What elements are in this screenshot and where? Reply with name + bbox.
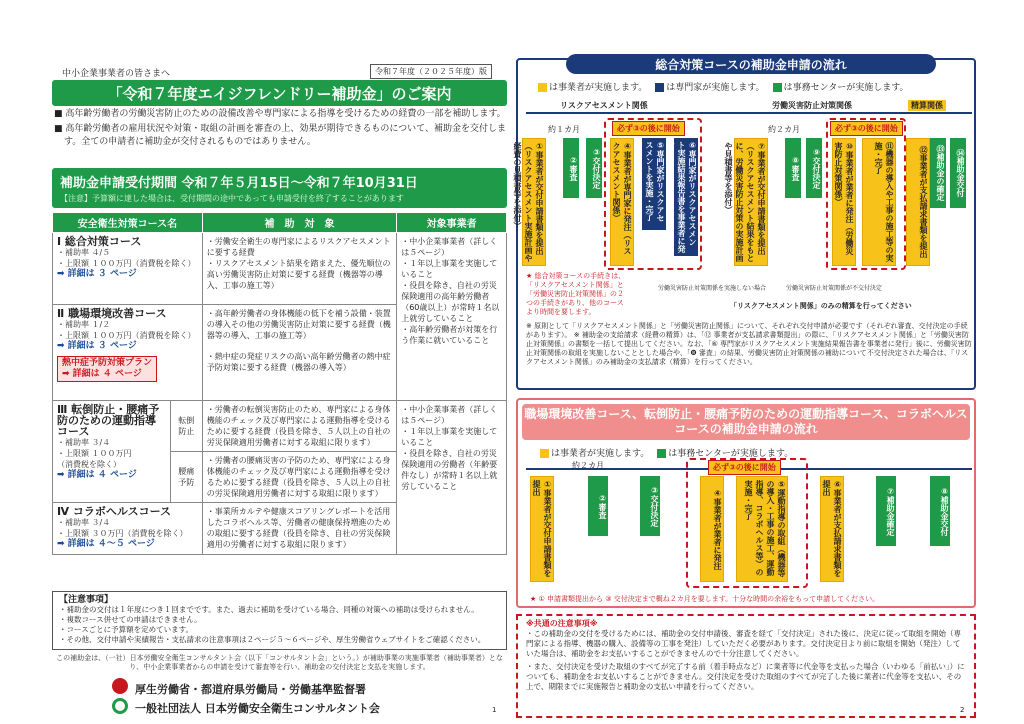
flow1-label-risk-only: 「リスクアセスメント関係」のみの精算を行ってください	[730, 302, 912, 310]
course-3-sub-back: 腰痛予防	[170, 452, 202, 503]
intro-line-2: ■ 高年齢労働者の雇用状況や対策・取組の計画を審査の上、効果が期待できるものについて、補助金を交付します。全ての申請者に補助金が交付されるものではありません。	[54, 124, 507, 147]
intro-line-1: ■ 高年齢労働者の労働災害防止のための設備改善や専門家による指導を受けるための経費の一部を補助します。	[54, 109, 506, 119]
heat-plan-badge	[57, 356, 157, 382]
green-swatch-icon	[773, 83, 782, 92]
green-swatch-icon	[657, 449, 666, 458]
notes-box	[52, 591, 507, 650]
flow1-red-note: ★ 総合対策コースの手続きは、「リスクアセスメント関係」と「労働災害防止対策関係」の２つの手続きがあり、他のコースより時間を要します。	[526, 272, 626, 316]
flow1-step-5: ⑤専門家がリスクアセスメントを実施・完了	[642, 138, 666, 230]
flow1-note: ※ 原則として「リスクアセスメント関係」と「労働災害防止関係」について、それぞれ交付申請が必要です（それぞれ審査、交付決定の手続があります）。 ※ 補助金の支給請求（経費の精算）は、「⑫ 事業者が支払請求書類提出」の際に、「リスクアセスメント関係」と「労働災害防止対策関係」の書類を一括して提出してください。なお、「⑥ 専門家がリスクアセスメント実施結果報告書を事業者に発行」後に、労働災害防止対策関係の取組を実施しないこととした場合や、「❽ 審査」の結果、労働災害防止対策関係の補助について不交付決定された場合は、「リスクアセスメント関係」のみ補助金の支払請求（精算）を行ってください。	[526, 322, 972, 366]
course-2-more-link[interactable]: ➡ 詳細は ３ ページ	[57, 341, 137, 351]
course-3-limit: ・上限額 １００万円	[57, 449, 132, 458]
course-3-sub-fall: 転倒防止	[170, 401, 202, 452]
heat-plan-label: 熱中症予防対策プラン	[62, 358, 153, 368]
eligible-b-3: ・役員を除き、自社の労災保険適用の労働者（年齢要件なし）が常時１名以上就労していること	[401, 449, 498, 491]
course-1	[53, 233, 203, 305]
flow1-span1: 約１カ月	[548, 125, 580, 134]
flow1-step-14: ⑭補助金交付	[950, 138, 966, 208]
association-name: 一般社団法人 日本労働安全衛生コンサルタント会	[135, 702, 380, 715]
ministry-name: 厚生労働省・都道府県労働局・労働基準監督署	[135, 683, 366, 696]
flow1-step-11: ⑪機器の導入や工事の施工等の実施・完了	[862, 138, 896, 266]
flow1-step-4: ④事業者が専門家に発注（リスクアセスメント関係）	[610, 138, 634, 266]
header-eligible: 対象事業者	[397, 213, 507, 233]
course-2-target-1: ・高年齢労働者の身体機能の低下を補う設備・装置の導入その他の労働災害防止対策に要する経費（機器等の導入、工事の施工等）	[206, 309, 391, 340]
flow2-step-7: ⑦補助金確定	[876, 476, 896, 546]
course-2-name: Ⅱ 職場環境改善コース	[57, 307, 167, 320]
flow2-must: 必ず③の後に開始	[708, 460, 781, 475]
flow1-step-9: ⑨交付決定	[806, 138, 822, 198]
course-4-more-link[interactable]: ➡ 詳細は ４～５ ページ	[57, 539, 155, 549]
header-course: 安全衛生対策コース名	[53, 213, 203, 233]
course-4	[53, 503, 203, 555]
course-1-more-link[interactable]: ➡ 詳細は ３ ページ	[57, 269, 137, 279]
eligible-a-2: ・１年以上事業を実施していること	[401, 259, 498, 279]
course-2-targets	[202, 305, 397, 401]
yellow-swatch-icon	[540, 449, 549, 458]
flow2-step-2: ②審査	[588, 476, 608, 536]
header-target: 補 助 対 象	[202, 213, 397, 233]
course-4-name: Ⅳ コラボヘルスコース	[57, 505, 172, 518]
flow1-step-10: ⑩事業者が業者に発注（労働災害防止対策関係）	[832, 138, 856, 266]
course-3-target-2: ・労働者の腰痛災害の予防のため、専門家による身体機能のチェック及び専門家による運動指導を受けるために要する経費（役員を除き、５人以上の自社の労災保険適用労働者に対する取組に限ります）	[202, 452, 397, 503]
flow1-step-6: ⑥専門家がリスクアセスメント実施結果報告書を事業者に発行	[674, 138, 698, 256]
eligible-b	[397, 401, 507, 555]
flow1-span2: 約２カ月	[768, 125, 800, 134]
course-3-tax: （消費税を除く）	[57, 460, 121, 469]
legend2-office: は事務センターが実施します。	[657, 446, 793, 459]
page-number-1: 1	[492, 706, 497, 714]
section-risk: リスクアセスメント関係	[560, 101, 648, 110]
section-prevent: 労働災害防止対策関係	[772, 101, 852, 110]
common-note-2: ・また、交付決定を受けた取組のすべてが完了する前（着手時点など）に業者等に代金等を支払った場合（いわゆる「前払い」）についても、補助金をお支払いすることができません。交付決定を受けた取組のすべてが完了した後に業者に代金等を支払い、その上で、期限までに実施報告と補助金の支払い申請を行ってください。	[526, 662, 965, 691]
legend2-business: は事業者が実施します。	[540, 446, 649, 459]
flow1-step-7: ⑦事業者が交付申請書類を提出（リスクアセスメント結果をもとに、労働災害防止対策の実施計画や見積書等を添付）	[734, 138, 768, 266]
course-1-target-1: ・労働安全衛生の専門家によるリスクアセスメントに要する経費	[206, 237, 391, 257]
flow1-step-13: ⑬補助金の確定	[930, 138, 946, 208]
flow1-step-8: ⑧審査	[785, 138, 801, 198]
legend-business: は事業者が実施します。	[538, 80, 647, 93]
navy-swatch-icon	[655, 83, 664, 92]
application-period	[52, 168, 507, 208]
legend-office: は事務センターが実施します。	[773, 80, 909, 93]
flow1-step-1: ①事業者が交付申請書類を提出（リスクアセスメント実施計画や経費の見積書等を添付）	[522, 138, 546, 266]
flow1-label-rejected: 労働災害防止対策関係が不交付決定	[786, 285, 883, 292]
course-1-rate: ・補助率 ４/５	[57, 248, 111, 257]
audience-label: 中小企業事業者の皆さまへ	[62, 69, 171, 79]
flow1-legend	[538, 80, 908, 93]
page-number-2: 2	[960, 706, 965, 714]
notes-title: 【注意事項】	[59, 595, 114, 605]
eligible-b-1: ・中小企業事業者（詳しくは５ページ）	[401, 405, 498, 425]
section-settle: 精算関係	[908, 100, 946, 111]
yellow-swatch-icon	[538, 83, 547, 92]
flow1-line	[526, 112, 972, 114]
eligible-b-2: ・１年以上事業を実施していること	[401, 427, 498, 447]
course-3-rate: ・補助率 ３/４	[57, 438, 111, 447]
course-3	[53, 401, 171, 503]
course-1-limit: ・上限額 １００万円（消費税を除く）	[57, 259, 196, 268]
notes-item-2: ・複数コース併せての申請はできません。	[59, 615, 202, 624]
period-note: 【注意】予算額に達した場合は、受付期間の途中であっても申請受付を終了することがあります	[60, 194, 404, 203]
flow2-step-5: ⑤運動指導の取組（機器等の導入・工事の施工、運動指導、コラボヘルス等）の実施・完了	[736, 476, 788, 582]
period-title: 補助金申請受付期間 令和７年５月15日～令和７年10月31日	[60, 176, 418, 191]
flow1-step-12: ⑫事業者が支払請求書類を提出	[906, 138, 930, 266]
course-3-more-link[interactable]: ➡ 詳細は ４ ページ	[57, 470, 137, 480]
flow1-step-3: ③交付決定	[586, 138, 602, 198]
ministry-logo-icon	[112, 678, 128, 694]
notes-item-4: ・その他、交付申請や実績報告・支払請求の注意事項は２ページ５～６ページや、厚生労働省ウェブサイトをご確認ください。	[59, 635, 486, 644]
common-note-1: ・この補助金の交付を受けるためには、補助金の交付申請後、審査を経て「交付決定」された後に、決定に従って取組を開始（専門家による指導、機器の購入、設備等の工事を発注）していただく必要があります。交付決定日より前に取組を開始（発注）していた場合は、補助金をお支払いすることができませんので十分注意してください。	[526, 629, 961, 658]
course-4-target-1: ・事業所カルテや健康スコアリングレポートを活用したコラボヘルス等、労働者の健康保持増進のための取組に要する経費（役員を除き、自社の労災保険適用の労働者に対する取組に限ります）	[202, 503, 397, 555]
flow1-heading: 総合対策コースの補助金申請の流れ	[566, 54, 936, 74]
association-logo-icon	[112, 698, 128, 714]
eligible-a-4: ・高年齢労働者が対策を行う作業に就いていること	[401, 325, 498, 345]
page-title: 「令和７年度エイジフレンドリー補助金」のご案内	[52, 80, 507, 106]
course-2-rate: ・補助率 １/２	[57, 320, 111, 329]
common-notes-title: ※共通の注意事項※	[526, 619, 598, 628]
eligible-a	[397, 233, 507, 401]
flow1-must2: 必ず③の後に開始	[830, 121, 903, 136]
common-notes	[516, 614, 976, 718]
notes-item-1: ・補助金の交付は１年度につき１回までです。また、過去に補助を受けている場合、同種の対策への補助は受けられません。	[59, 605, 479, 614]
course-1-targets	[202, 233, 397, 305]
intro	[54, 108, 506, 151]
flow2-step-4: ④事業者が業者に発注	[700, 476, 724, 582]
footnote: この補助金は、（一社）日本労働安全衛生コンサルタント会（以下「コンサルタント会」という。）が補助事業の実施事業者（補助事業者）となり、中小企業事業者からの申請を受けて審査等を行い、補助金の交付決定と支払を実施します。	[56, 654, 503, 671]
legend-expert: は専門家が実施します。	[655, 80, 764, 93]
course-2	[53, 305, 203, 401]
eligible-a-3: ・役員を除き、自社の労災保険適用の高年齢労働者（60歳以上）が常時１名以上就労していること	[401, 281, 500, 323]
course-4-limit: ・上限額 ３０万円（消費税を除く）	[57, 529, 188, 538]
flow2-step-8: ⑧補助金交付	[930, 476, 950, 546]
flow1-label-noaction: 労働災害防止対策関係を実施しない場合	[658, 285, 767, 292]
eligible-a-1: ・中小企業事業者（詳しくは５ページ）	[401, 237, 498, 257]
course-3-target-1: ・労働者の転倒災害防止のため、専門家による身体機能のチェック及び専門家による運動指導を受けるために要する経費（役員を除き、５人以上の自社の労災保険適用労働者に対する取組に限ります）	[202, 401, 397, 452]
notes-item-3: ・コースごとに予算額を定めています。	[59, 625, 194, 634]
flow2-step-6: ⑥事業者が支払請求書類を提出	[820, 476, 844, 582]
flow1-must1: 必ず③の後に開始	[612, 121, 685, 136]
flow2-span: 約２カ月	[572, 461, 604, 470]
flow2-red-note: ★ ① 申請書類提出から ③ 交付決定まで概ね２カ月を要します。十分な時間の余裕をもって申請してください。	[530, 595, 880, 603]
flow1-step-2: ②審査	[563, 138, 579, 198]
course-3-name: Ⅲ 転倒防止・腰痛予防のための運動指導コース	[57, 403, 160, 438]
flow2-step-1: ①事業者が交付申請書類を提出	[530, 476, 554, 582]
flow2-step-3: ③交付決定	[640, 476, 660, 536]
course-4-rate: ・補助率 ３/４	[57, 518, 111, 527]
course-2-limit: ・上限額 １００万円（消費税を除く）	[57, 331, 196, 340]
heat-plan-more-link[interactable]: ➡ 詳細は ４ ページ	[62, 369, 142, 379]
fiscal-year-badge: 令和７年度（２０２５年度）版	[370, 64, 492, 79]
course-2-target-2: ・熱中症の発症リスクの高い高年齢労働者の熱中症予防対策に要する経費（機器の導入等）	[206, 352, 391, 372]
course-table	[52, 212, 507, 555]
course-1-target-2: ・リスクアセスメント結果を踏まえた、優先順位の高い労働災害防止対策に要する経費（機器等の導入、工事の施工等）	[206, 259, 391, 290]
course-1-name: Ⅰ 総合対策コース	[57, 235, 142, 248]
flow2-heading: 職場環境改善コース、転倒防止・腰痛予防のための運動指導コース、コラボヘルスコースの補助金申請の流れ	[522, 404, 970, 440]
